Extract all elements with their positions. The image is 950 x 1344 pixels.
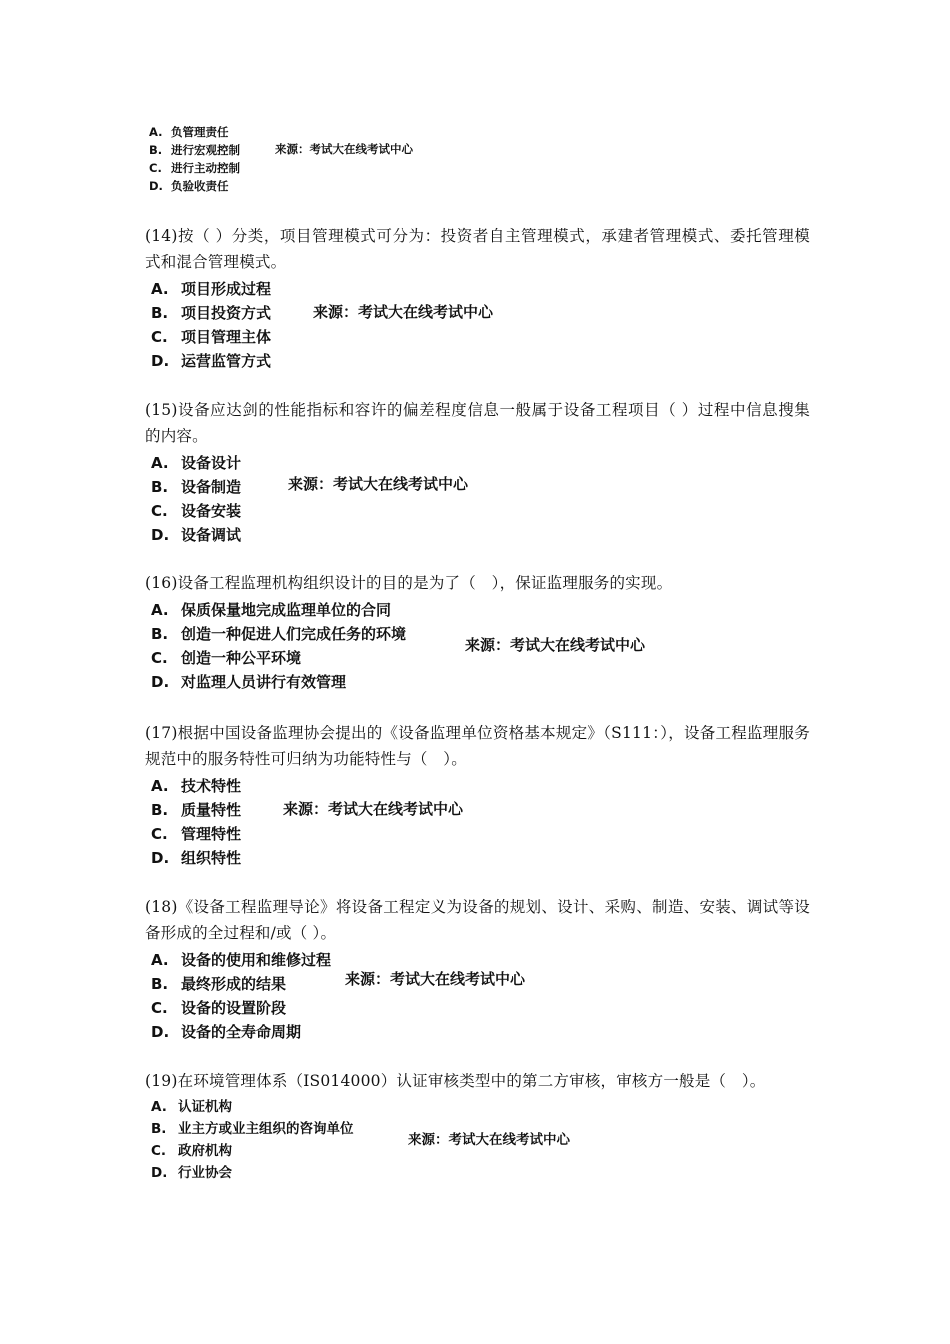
- options-list: [145, 451, 810, 547]
- option-a: A. 设备设计: [151, 454, 242, 472]
- option-a: A. 负管理责任: [149, 125, 229, 139]
- question-13: [145, 123, 810, 195]
- option-b: B. 进行宏观控制: [149, 143, 240, 157]
- question-16: [145, 570, 810, 694]
- source-watermark: 来源：考试大在线考试中心: [275, 142, 413, 156]
- source-watermark: 来源：考试大在线考试中心: [465, 636, 646, 654]
- option-d: D. 组织特性: [151, 849, 242, 867]
- option-d: D. 行业协会: [151, 1165, 232, 1181]
- question-stem: (15)设备应达剑的性能指标和容许的偏差程度信息一般属于设备工程项目（ ）过程中信息搜集的内容。: [145, 401, 810, 445]
- option-c: C. 设备的设置阶段: [151, 999, 287, 1017]
- source-watermark: 来源：考试大在线考试中心: [408, 1132, 570, 1148]
- option-d: D. 运营监管方式: [151, 352, 272, 370]
- source-watermark: 来源：考试大在线考试中心: [345, 970, 526, 988]
- question-17: [145, 720, 810, 870]
- option-b: B. 最终形成的结果: [151, 975, 287, 993]
- question-18: [145, 894, 810, 1044]
- options-list: [145, 774, 810, 870]
- question-stem: (18)《设备工程监理导论》将设备工程定义为设备的规划、设计、采购、制造、安装、调试等设备形成的全过程和/或（ ）。: [145, 898, 810, 942]
- options-list: [145, 123, 810, 195]
- option-d: D. 设备的全寿命周期: [151, 1023, 302, 1041]
- question-stem: (19)在环境管理体系（IS014000）认证审核类型中的第二方审核，审核方一般是（ ）。: [145, 1072, 766, 1090]
- options-list: [145, 277, 810, 373]
- option-b: B. 创造一种促进人们完成任务的环境: [151, 625, 407, 643]
- option-b: B. 业主方或业主组织的咨询单位: [151, 1121, 354, 1137]
- option-a: A. 技术特性: [151, 777, 242, 795]
- option-c: C. 管理特性: [151, 825, 242, 843]
- option-d: D. 负验收责任: [149, 179, 229, 193]
- option-a: A. 认证机构: [151, 1099, 232, 1115]
- option-c: C. 创造一种公平环境: [151, 649, 302, 667]
- option-b: B. 项目投资方式: [151, 304, 272, 322]
- option-b: B. 设备制造: [151, 478, 242, 496]
- options-list: [145, 948, 810, 1044]
- options-list: [145, 598, 810, 694]
- option-a: A. 保质保量地完成监理单位的合同: [151, 601, 392, 619]
- question-14: [145, 223, 810, 373]
- question-15: [145, 397, 810, 547]
- options-list: [145, 1096, 810, 1184]
- option-d: D. 对监理人员讲行有效管理: [151, 673, 347, 691]
- source-watermark: 来源：考试大在线考试中心: [283, 800, 464, 818]
- question-stem: (16)设备工程监理机构组织设计的目的是为了（ ），保证监理服务的实现。: [145, 574, 673, 592]
- option-a: A. 设备的使用和维修过程: [151, 951, 332, 969]
- option-d: D. 设备调试: [151, 526, 242, 544]
- option-c: C. 进行主动控制: [149, 161, 240, 175]
- question-stem: (17)根据中国设备监理协会提出的《设备监理单位资格基本规定》（S111：），设备工程监理服务规范中的服务特性可归纳为功能特性与（ ）。: [145, 724, 810, 768]
- option-c: C. 设备安装: [151, 502, 242, 520]
- option-c: C. 项目管理主体: [151, 328, 272, 346]
- option-c: C. 政府机构: [151, 1143, 232, 1159]
- question-19: [145, 1068, 810, 1184]
- source-watermark: 来源：考试大在线考试中心: [288, 475, 469, 493]
- option-b: B. 质量特性: [151, 801, 242, 819]
- option-a: A. 项目形成过程: [151, 280, 272, 298]
- question-stem: (14)按（ ）分类，项目管理模式可分为：投资者自主管理模式，承建者管理模式、委托管理模式和混合管理模式。: [145, 227, 810, 271]
- source-watermark: 来源：考试大在线考试中心: [313, 303, 494, 321]
